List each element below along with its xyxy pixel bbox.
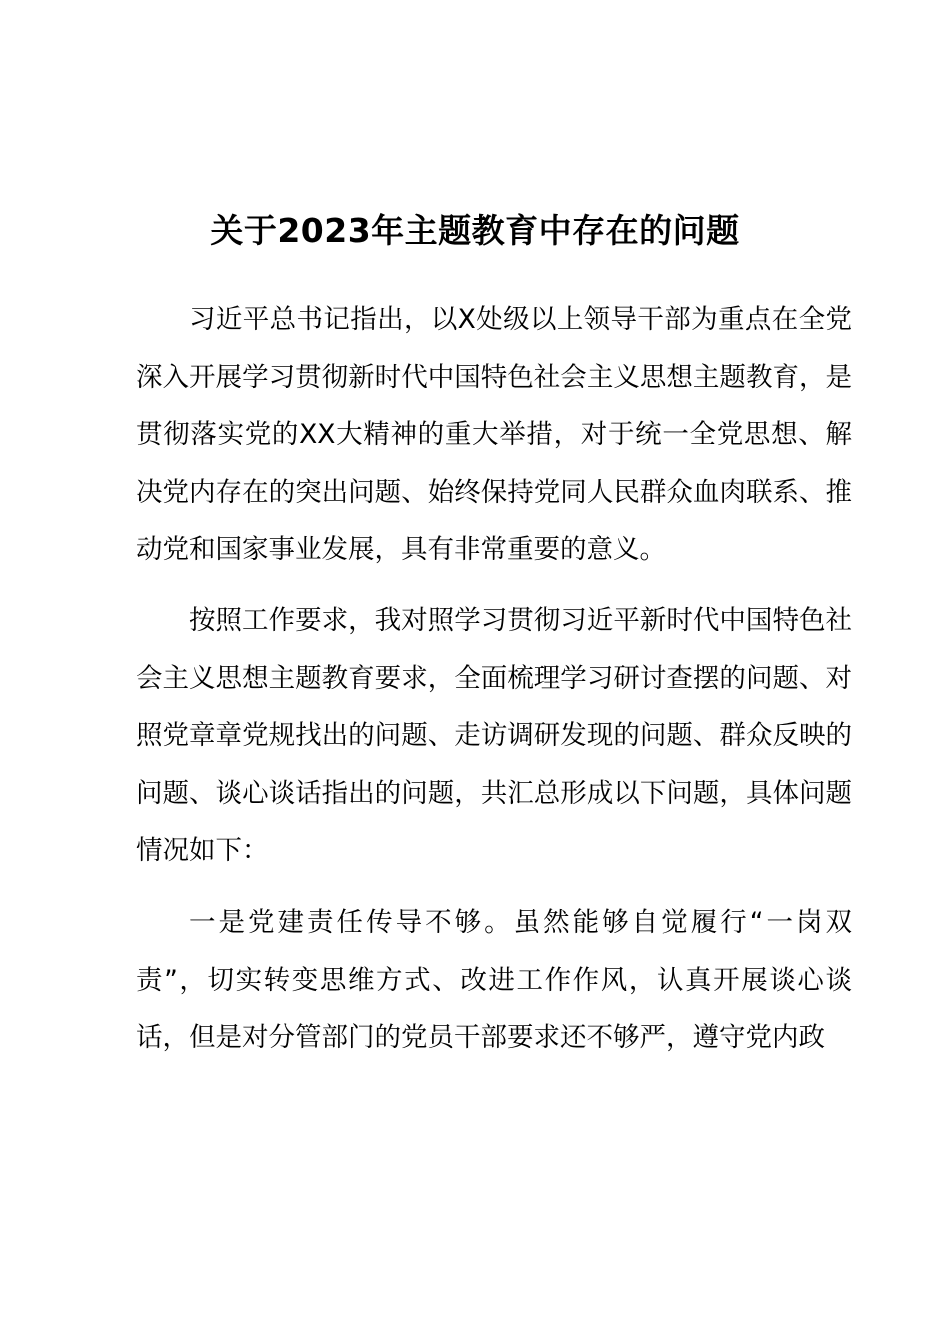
paragraph-intro: 习近平总书记指出，以X处级以上领导干部为重点在全党深入开展学习贯彻新时代中国特色社会主义思想主题教育，是贯彻落实党的XX大精神的重大举措，对于统一全党思想、解决党内存在的突出问题、始终保持党同人民群众血肉联系、推动党和国家事业发展，具有非常重要的意义。 [136, 304, 852, 565]
paragraph-problem-one: 一是党建责任传导不够。虽然能够自觉履行“一岗双责”，切实转变思维方式、改进工作作风，认真开展谈心谈话，但是对分管部门的党员干部要求还不够严，遵守党内政 [136, 907, 852, 1053]
document-title: 关于2023年主题教育中存在的问题 [210, 211, 740, 250]
paragraph-work-requirements: 按照工作要求，我对照学习贯彻习近平新时代中国特色社会主义思想主题教育要求，全面梳理学习研讨查摆的问题、对照党章章党规找出的问题、走访调研发现的问题、群众反映的问题、谈心谈话指出的问题，共汇总形成以下问题，具体问题情况如下： [136, 605, 852, 866]
